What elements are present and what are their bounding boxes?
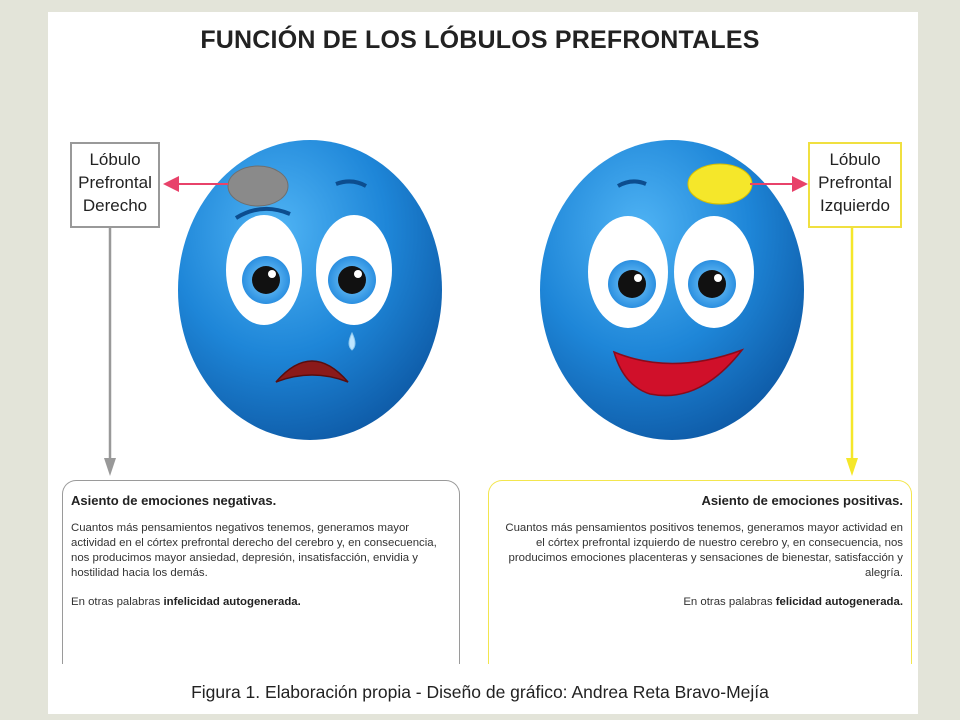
positive-emotions-box [488,480,912,664]
negative-box-body: Cuantos más pensamientos negativos tenemos, generamos mayor actividad en el córtex prefrontal derecho del cerebro y, en consecuencia, nos producimos mayor ansiedad, depresión, insatisfacción, envidia y hostilidad hacia los demás. [71,522,437,579]
figure-caption: Figura 1. Elaboración propia - Diseño de gráfico: Andrea Reta Bravo-Mejía [191,682,769,702]
right-prefrontal-lobe-label: Lóbulo Prefrontal Derecho [70,142,160,228]
negative-box-heading: Asiento de emociones negativas. [71,493,277,508]
positive-box-body: Cuantos más pensamientos positivos tenemos, generamos mayor actividad en el córtex prefrontal izquierdo de nuestro cerebro y, en consecuencia, nos producimos emociones placenteras y sensaciones de bienestar, satisfacción y alegría. [505,522,903,579]
grey-down-arrow-head [104,458,116,476]
positive-box-conclusion: En otras palabras felicidad autogenerada. [683,596,903,608]
negative-emotions-box [62,480,460,664]
figure-title: FUNCIÓN DE LOS LÓBULOS PREFRONTALES [200,26,760,54]
positive-box-heading: Asiento de emociones positivas. [701,493,903,508]
negative-box-conclusion: En otras palabras infelicidad autogenerada. [71,596,301,608]
yellow-down-arrow-head [846,458,858,476]
left-prefrontal-lobe-label: Lóbulo Prefrontal Izquierdo [808,142,902,228]
right-prefrontal-lobe-spot [228,166,288,206]
left-prefrontal-lobe-spot [688,164,752,204]
